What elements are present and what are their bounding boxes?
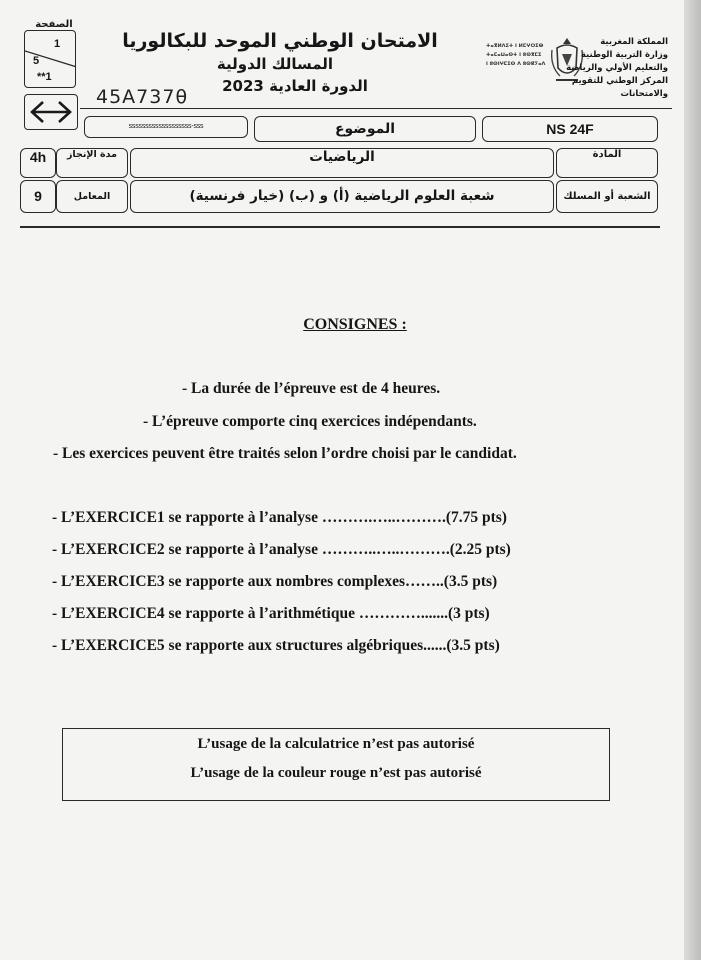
ministry-line: المملكة المغربية bbox=[600, 37, 668, 47]
subject-value: الرياضيات bbox=[130, 148, 554, 178]
header-rule bbox=[20, 226, 660, 228]
page-number: 1 bbox=[54, 38, 61, 50]
header-divider bbox=[80, 108, 672, 109]
consignes-title: CONSIGNES : bbox=[303, 316, 407, 333]
subject-label: المادة bbox=[556, 148, 658, 178]
ministry-line: المركز الوطني للتقويم والامتحانات bbox=[571, 76, 668, 99]
exercise-3: - L’EXERCICE3 se rapporte aux nombres complexes……..(3.5 pts) bbox=[52, 573, 498, 590]
exam-session: الدورة العادية 2023 bbox=[222, 77, 368, 95]
duration-value: 4h bbox=[20, 148, 56, 178]
exercise-5: - L’EXERCICE5 se rapporte aux structures algébriques......(3.5 pts) bbox=[52, 637, 500, 654]
rule-duration: - La durée de l’épreuve est de 4 heures. bbox=[182, 380, 441, 397]
track-label: الشعبة أو المسلك bbox=[556, 180, 658, 213]
page-label: الصفحة bbox=[35, 19, 73, 30]
page-number-box bbox=[24, 30, 76, 88]
double-arrow-icon bbox=[25, 95, 77, 129]
exam-code-box: NS 24F bbox=[482, 116, 658, 142]
coef-value: 9 bbox=[20, 180, 56, 213]
track-value: شعبة العلوم الرياضية (أ) و (ب) (خيار فرنسية) bbox=[130, 180, 554, 213]
exam-track: المسالك الدولية bbox=[216, 55, 334, 73]
note-calculator: L’usage de la calculatrice n’est pas autorisé bbox=[197, 736, 475, 752]
rule-order: - Les exercices peuvent être traités selon l’ordre choisi par le candidat. bbox=[53, 445, 517, 462]
ministry-line: وزارة التربية الوطنية bbox=[580, 50, 668, 60]
coef-label: المعامل bbox=[56, 180, 128, 213]
exercise-2: - L’EXERCICE2 se rapporte à l’analyse ………..…..……….(2.25 pts) bbox=[52, 541, 511, 558]
ministry-line: والتعليم الأولي والرياضة bbox=[566, 63, 668, 73]
note-red-color: L’usage de la couleur rouge n’est pas autorisé bbox=[190, 765, 482, 781]
duration-label: مدة الإنجاز bbox=[56, 148, 128, 178]
rule-exercises: - L’épreuve comporte cinq exercices indépendants. bbox=[143, 413, 477, 430]
ministry-block bbox=[560, 36, 668, 101]
exercise-1: - L’EXERCICE1 se rapporte à l’analyse ……….…..……….(7.75 pts) bbox=[52, 509, 507, 526]
exercise-4: - L’EXERCICE4 se rapporte à l’arithmétique ………….......(3 pts) bbox=[52, 605, 490, 622]
exam-title: الامتحان الوطني الموحد للبكالوريا bbox=[122, 30, 438, 52]
subject-heading-box: الموضوع bbox=[254, 116, 476, 142]
scan-edge bbox=[684, 0, 701, 960]
ministry-tifinagh bbox=[486, 42, 550, 69]
handwritten-code: 45A737θ bbox=[96, 86, 189, 108]
page-stars: **1 bbox=[37, 71, 52, 83]
tifinagh-line: ⵜⴰⴳⵍⴷⵉⵜ ⵏ ⵍⵎⵖⵔⵉⴱ bbox=[486, 43, 544, 49]
tifinagh-line: ⵏ ⵓⵙⵏⵖⵎⵉⵙ ⴷ ⵓⵙⴽⵢⴰⴷ bbox=[486, 61, 546, 67]
sss-code-box: sssssssssssssssssss-sss bbox=[84, 116, 248, 138]
tifinagh-line: ⵜⴰⵎⴰⵡⴰⵙⵜ ⵏ ⵓⵙⴳⵎⵉ bbox=[486, 52, 542, 58]
page-total: 5 bbox=[33, 55, 40, 67]
arrow-box bbox=[24, 94, 78, 130]
